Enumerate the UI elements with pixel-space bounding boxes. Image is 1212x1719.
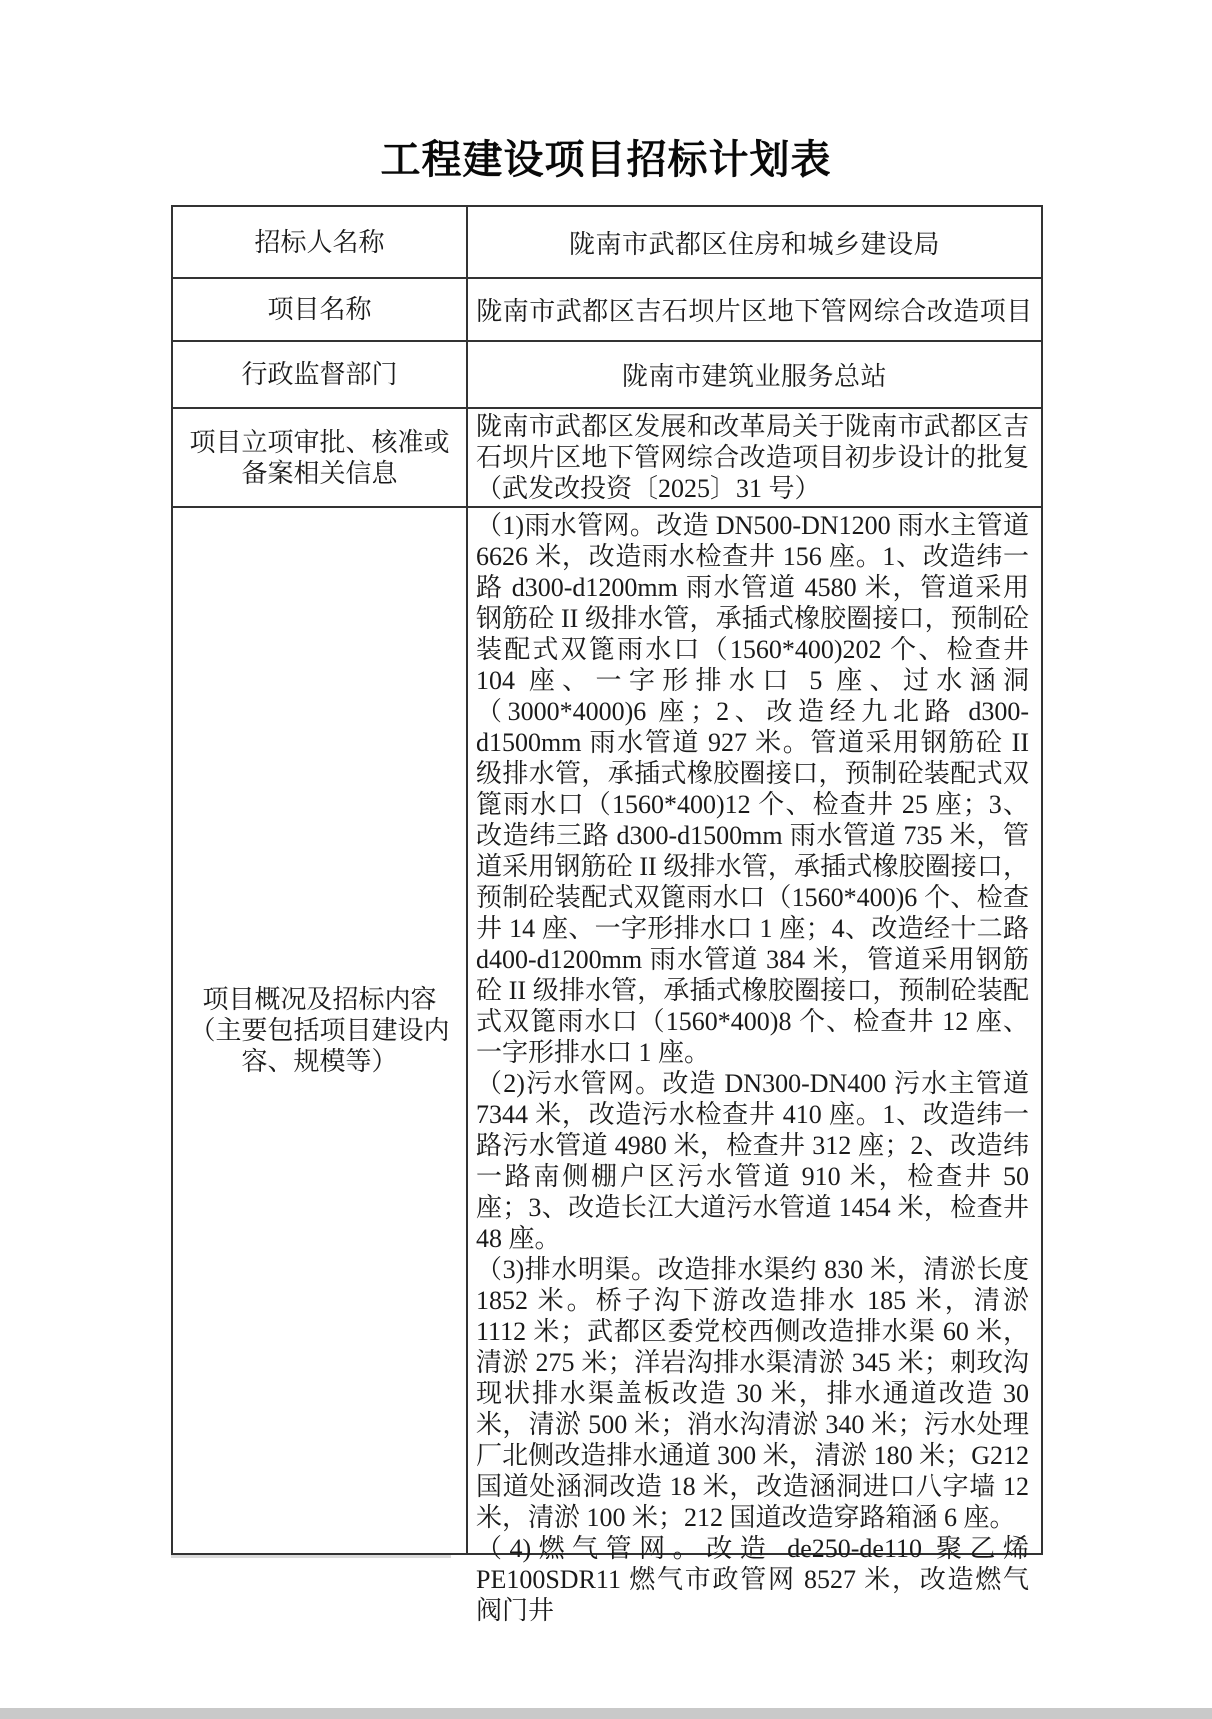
- supervisor-dept-value: 陇南市建筑业服务总站: [467, 341, 1042, 408]
- project-scope-label: 项目概况及招标内容（主要包括项目建设内容、规模等）: [172, 507, 467, 1554]
- approval-info-value: 陇南市武都区发展和改革局关于陇南市武都区吉石坝片区地下管网综合改造项目初步设计的批复（武发改投资〔2025〕31 号）: [467, 408, 1042, 507]
- bidder-name-value: 陇南市武都区住房和城乡建设局: [467, 206, 1042, 278]
- project-name-label: 项目名称: [172, 278, 467, 341]
- project-scope-value: [467, 507, 1042, 1625]
- scope-paragraph-sewage: （2)污水管网。改造 DN300-DN400 污水主管道 7344 米，改造污水检查井 410 座。1、改造纬一路污水管道 4980 米，检查井 312 座；2、改造纬一路南侧棚户区污水管道 910 米，检查井 50 座；3、改造长江大道污水管道 1454 米，检查井 48 座。: [476, 1069, 1029, 1253]
- scan-shadow-line: [171, 1555, 451, 1558]
- scope-paragraph-gas: （4)燃气管网。改造 de250-de110 聚乙烯 PE100SDR11 燃气市政管网 8527 米，改造燃气阀门井: [476, 1534, 1029, 1625]
- project-name-value: 陇南市武都区吉石坝片区地下管网综合改造项目: [467, 278, 1042, 341]
- table-row-supervisor: [172, 341, 1042, 408]
- supervisor-dept-label: 行政监督部门: [172, 341, 467, 408]
- table-row-project-scope: [172, 507, 1042, 1554]
- scope-paragraph-drainage: （3)排水明渠。改造排水渠约 830 米，清淤长度 1852 米。桥子沟下游改造排水 185 米，清淤 1112 米；武都区委党校西侧改造排水渠 60 米，清淤 275 米；洋岩沟排水渠清淤 345 米；刺玫沟现状排水渠盖板改造 30 米，排水通道改造 30 米，清淤 500 米；消水沟清淤 340 米；污水处理厂北侧改造排水通道 300 米，清淤 180 米；G212 国道处涵洞改造 18 米，改造涵洞进口八字墙 12 米，清淤 100 米；212 国道改造穿路箱涵 6 座。: [476, 1255, 1029, 1532]
- table-row-project-name: [172, 278, 1042, 341]
- page-title: 工程建设项目招标计划表: [380, 137, 832, 182]
- bid-plan-table: [171, 205, 1043, 1625]
- scanner-bottom-bar: [0, 1708, 1212, 1719]
- scope-paragraph-rainwater: （1)雨水管网。改造 DN500-DN1200 雨水主管道 6626 米，改造雨水检查井 156 座。1、改造纬一路 d300-d1200mm 雨水管道 4580 米，管道采用钢筋砼 II 级排水管，承插式橡胶圈接口，预制砼装配式双篦雨水口（1560*400)202 个、检查井 104 座、一字形排水口 5 座、过水涵洞（3000*4000)6 座；2、改造经九北路 d300-d1500mm 雨水管道 927 米。管道采用钢筋砼 II 级排水管，承插式橡胶圈接口，预制砼装配式双篦雨水口（1560*400)12 个、检查井 25 座；3、改造纬三路 d300-d1500mm 雨水管道 735 米，管道采用钢筋砼 II 级排水管，承插式橡胶圈接口，预制砼装配式双篦雨水口（1560*400)6 个、检查井 14 座、一字形排水口 1 座；4、改造经十二路 d400-d1200mm 雨水管道 384 米，管道采用钢筋砼 II 级排水管，承插式橡胶圈接口，预制砼装配式双篦雨水口（1560*400)8 个、检查井 12 座、一字形排水口 1 座。: [476, 511, 1029, 1067]
- table-row-bidder: [172, 206, 1042, 278]
- approval-info-label: 项目立项审批、核准或备案相关信息: [172, 408, 467, 507]
- bidder-name-label: 招标人名称: [172, 206, 467, 278]
- table-row-approval-info: [172, 408, 1042, 507]
- project-scope-text: [476, 510, 1029, 1625]
